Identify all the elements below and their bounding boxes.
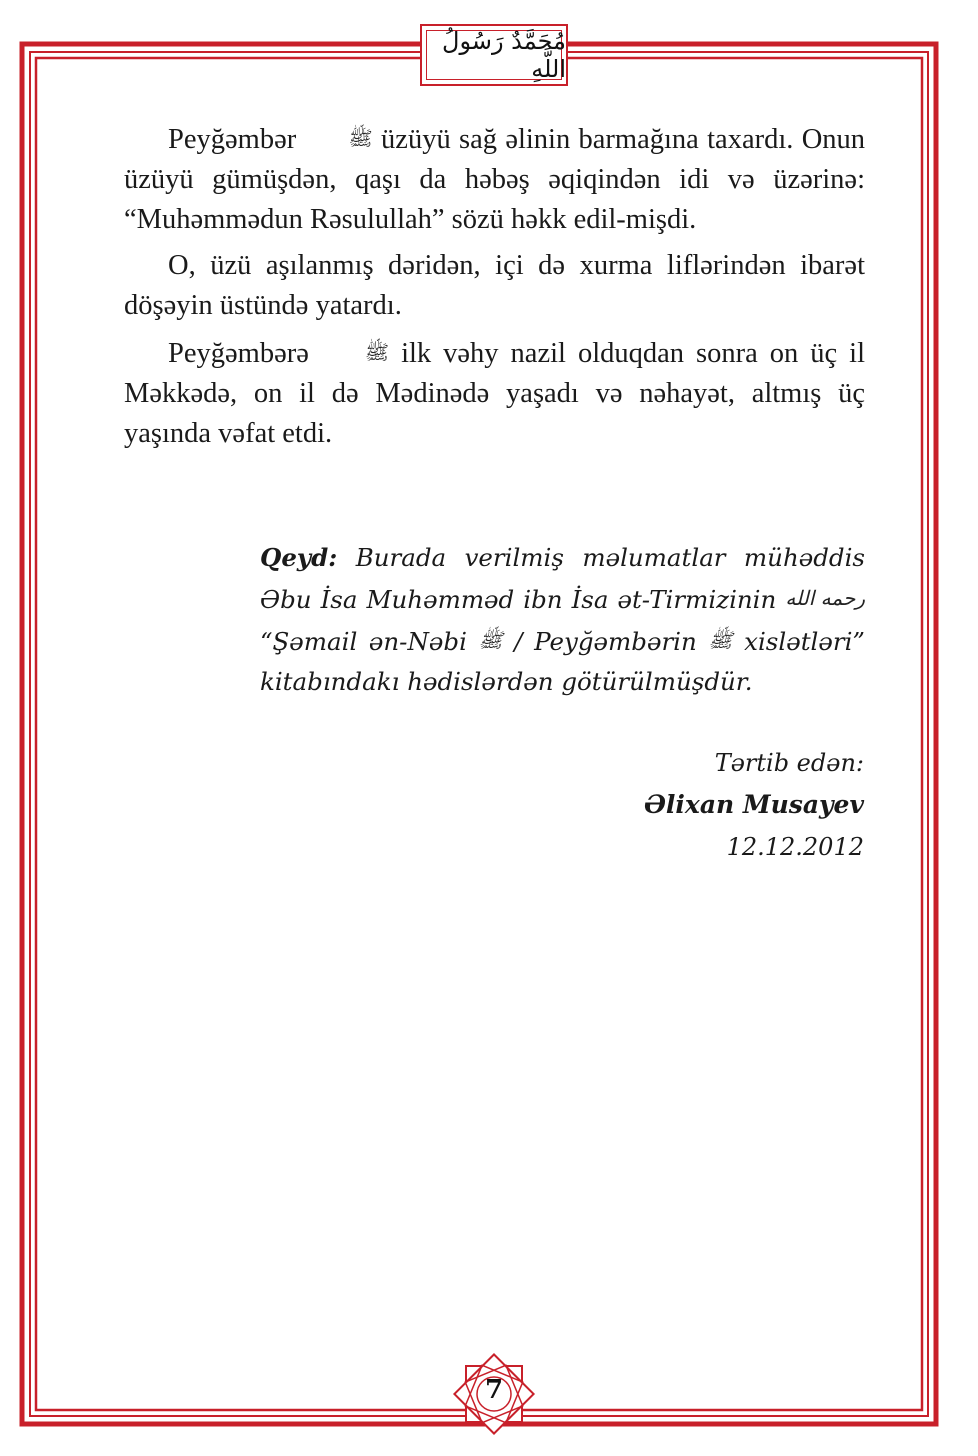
note-text-c: / Peyğəmbərin	[514, 627, 697, 656]
salawat-symbol: ﷺ	[348, 126, 373, 150]
paragraph-1	[124, 118, 865, 240]
note-text-d: xislətləri” kitabındakı hədislərdən götürülmüşdür.	[260, 627, 865, 696]
compiler-name: Əlixan Musayev	[644, 790, 864, 819]
note-label: Qeyd:	[260, 543, 338, 572]
salawat-symbol: ﷺ	[364, 340, 390, 364]
page-number: 7	[484, 1375, 504, 1405]
header-calligraphy-box	[420, 24, 568, 86]
main-text	[124, 118, 865, 460]
note-text-b: “Şəmail ən-Nəbi	[260, 627, 467, 656]
signature-block	[464, 742, 864, 868]
paragraph-2: O, üzü aşılanmış dəridən, içi də xurma liflərindən ibarət döşəyin üstündə yatardı.	[124, 250, 865, 321]
p3-rest: ilk vəhy nazil olduqdan sonra on üç il Məkkədə, on il də Mədinədə yaşadı və nəhayət, altmış üç yaşında vəfat etdi.	[124, 338, 866, 449]
note-block	[260, 538, 865, 702]
p3-start: Peyğəmbərə	[168, 338, 309, 369]
p1-start: Peyğəmbər	[168, 124, 297, 155]
paragraph-3	[124, 332, 865, 454]
note-text-a: Burada verilmiş məlumatlar mühəddis Əbu İsa Muhəmməd ibn İsa ət-Tirmizinin	[260, 543, 865, 614]
salawat-symbol: ﷺ	[478, 628, 503, 652]
salawat-symbol: ﷺ	[708, 628, 733, 652]
header-calligraphy: مُحَمَّدٌ رَسُولُ اللَّهِ	[442, 27, 566, 83]
compiler-label: Tərtib edən:	[714, 749, 864, 777]
signature-date: 12.12.2012	[726, 833, 864, 861]
rahimahullah-symbol: رحمه الله	[785, 586, 865, 610]
p1-rest: üzüyü sağ əlinin barmağına taxardı. Onun üzüyü gümüşdən, qaşı da həbəş əqiqindən idi və üzərinə: “Muhəmmədun Rəsulullah” sözü həkk edil-mişdi.	[124, 124, 866, 235]
